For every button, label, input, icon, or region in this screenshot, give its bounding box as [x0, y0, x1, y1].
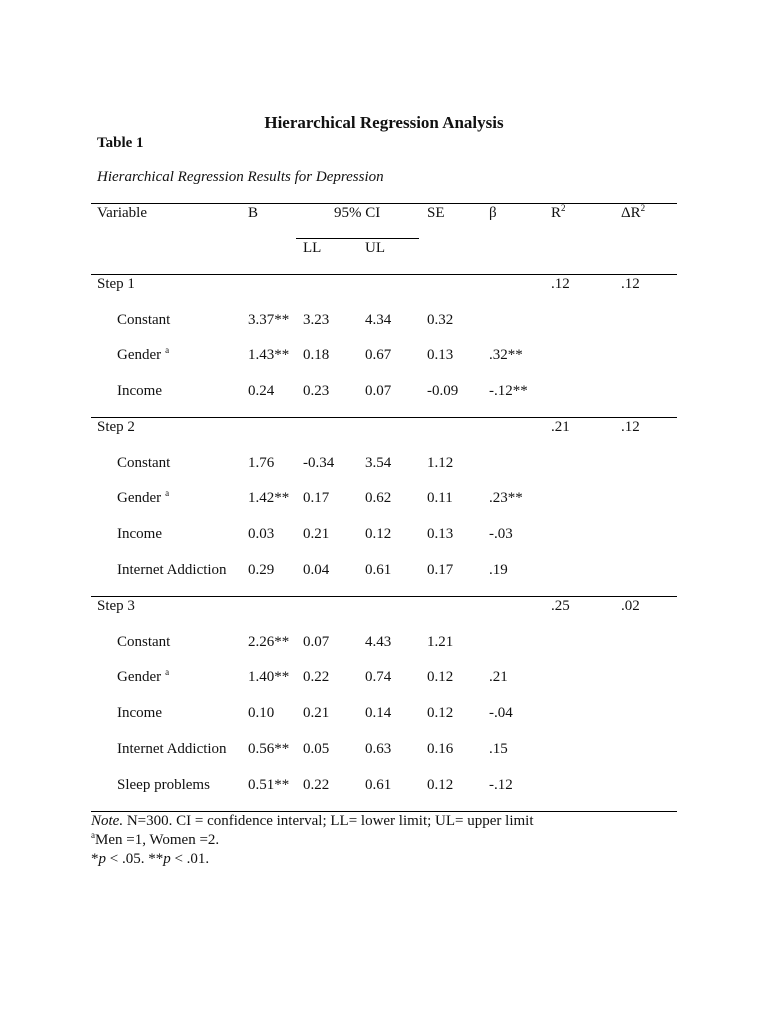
- table-number: Table 1: [97, 135, 144, 151]
- cell-ul: 0.61: [365, 777, 392, 793]
- sig-end: < .01.: [170, 851, 210, 867]
- cell-ul: 4.34: [365, 312, 392, 328]
- cell-se: 0.32: [427, 312, 454, 328]
- cell-ul: 0.62: [365, 490, 392, 506]
- cell-ll: 0.05: [303, 741, 330, 757]
- cell-se: 0.17: [427, 562, 454, 578]
- step-r2: .12: [551, 276, 570, 292]
- cell-se: 1.12: [427, 455, 454, 471]
- cell-se: 0.11: [427, 490, 453, 506]
- cell-se: 0.12: [427, 777, 454, 793]
- cell-b: 0.51**: [248, 777, 290, 793]
- cell-beta: .21: [489, 669, 508, 685]
- significance-note: [91, 850, 534, 869]
- cell-b: 3.37**: [248, 312, 290, 328]
- cell-ul: 0.12: [365, 526, 392, 542]
- sig-p-one: p: [98, 851, 106, 867]
- cell-ul: 0.07: [365, 383, 392, 399]
- variable-name: [97, 561, 227, 579]
- cell-beta: .32**: [489, 347, 523, 363]
- step-label: Step 2: [97, 419, 135, 435]
- cell-beta: .23**: [489, 490, 523, 506]
- cell-b: 1.43**: [248, 347, 290, 363]
- note-line: [91, 812, 534, 831]
- note-text: N=300. CI = confidence interval; LL= lower limit; UL= upper limit: [123, 813, 534, 829]
- variable-superscript: a: [165, 345, 170, 355]
- cell-ll: 0.22: [303, 777, 330, 793]
- sig-p-two: p: [163, 851, 171, 867]
- variable-name: [97, 668, 169, 686]
- variable-name: [97, 382, 162, 400]
- variable-label: Constant: [117, 312, 171, 328]
- gender-footnote: [91, 831, 534, 850]
- cell-ll: 0.17: [303, 490, 330, 506]
- header-ul: UL: [365, 240, 385, 256]
- cell-b: 0.03: [248, 526, 275, 542]
- cell-beta: -.12: [489, 777, 513, 793]
- step-rule: [91, 596, 677, 597]
- document-title: Hierarchical Regression Analysis: [264, 113, 504, 132]
- header-r2-text: R: [551, 205, 562, 221]
- header-r2: [551, 204, 566, 222]
- variable-superscript: a: [165, 667, 170, 677]
- variable-label: Sleep problems: [117, 777, 210, 793]
- cell-ul: 4.43: [365, 634, 392, 650]
- cell-ll: 0.21: [303, 526, 330, 542]
- table-top-rule: [91, 203, 677, 204]
- step-delta-r2: .12: [621, 276, 640, 292]
- cell-beta: -.12**: [489, 383, 528, 399]
- cell-ul: 3.54: [365, 455, 392, 471]
- cell-ll: 0.07: [303, 634, 330, 650]
- cell-b: 1.76: [248, 455, 275, 471]
- cell-b: 1.42**: [248, 490, 290, 506]
- cell-se: 0.12: [427, 705, 454, 721]
- variable-label: Income: [117, 383, 162, 399]
- cell-ll: 0.04: [303, 562, 330, 578]
- cell-b: 2.26**: [248, 634, 290, 650]
- variable-label: Income: [117, 705, 162, 721]
- step-rule: [91, 417, 677, 418]
- variable-name: [97, 740, 227, 758]
- cell-beta: .19: [489, 562, 508, 578]
- table-notes: [91, 812, 534, 869]
- variable-label: Gender: [117, 669, 162, 685]
- cell-ll: 3.23: [303, 312, 330, 328]
- header-beta: β: [489, 205, 497, 221]
- variable-label: Income: [117, 526, 162, 542]
- variable-name: [97, 346, 169, 364]
- cell-ul: 0.61: [365, 562, 392, 578]
- header-ci: 95% CI: [334, 205, 381, 221]
- cell-ll: 0.18: [303, 347, 330, 363]
- note-label: Note.: [91, 813, 124, 829]
- cell-ll: 0.23: [303, 383, 330, 399]
- variable-name: [97, 454, 170, 472]
- cell-se: 0.16: [427, 741, 454, 757]
- cell-b: 0.10: [248, 705, 275, 721]
- sig-middle: < .05. **: [106, 851, 164, 867]
- step-delta-r2: .12: [621, 419, 640, 435]
- cell-b: 0.29: [248, 562, 275, 578]
- variable-superscript: a: [165, 488, 170, 498]
- cell-ll: -0.34: [303, 455, 335, 471]
- cell-se: 1.21: [427, 634, 454, 650]
- cell-beta: .15: [489, 741, 508, 757]
- variable-name: [97, 489, 169, 507]
- cell-se: 0.13: [427, 526, 454, 542]
- variable-name: [97, 311, 170, 329]
- step-label: Step 3: [97, 598, 135, 614]
- step-r2: .21: [551, 419, 570, 435]
- footnote-text: Men =1, Women =2.: [95, 832, 220, 848]
- footnote-superscript: a: [91, 830, 95, 840]
- variable-label: Gender: [117, 490, 162, 506]
- header-delta-r2: [621, 204, 645, 222]
- variable-label: Constant: [117, 634, 171, 650]
- header-ll: LL: [303, 240, 322, 256]
- variable-label: Gender: [117, 347, 162, 363]
- cell-se: 0.12: [427, 669, 454, 685]
- variable-label: Internet Addiction: [117, 741, 227, 757]
- cell-ll: 0.22: [303, 669, 330, 685]
- cell-b: 0.24: [248, 383, 275, 399]
- cell-b: 0.56**: [248, 741, 290, 757]
- header-b: B: [248, 205, 259, 221]
- header-delta-r2-text: ΔR: [621, 205, 641, 221]
- header-r2-sup: 2: [561, 203, 566, 213]
- variable-label: Constant: [117, 455, 171, 471]
- cell-se: 0.13: [427, 347, 454, 363]
- cell-ul: 0.74: [365, 669, 392, 685]
- cell-ul: 0.67: [365, 347, 392, 363]
- sig-star: *: [91, 851, 99, 867]
- cell-beta: -.03: [489, 526, 513, 542]
- cell-b: 1.40**: [248, 669, 290, 685]
- cell-beta: -.04: [489, 705, 513, 721]
- cell-se: -0.09: [427, 383, 459, 399]
- step-rule: [91, 274, 677, 275]
- table-caption: Hierarchical Regression Results for Depression: [97, 169, 384, 185]
- header-variable: Variable: [97, 205, 147, 221]
- variable-name: [97, 704, 162, 722]
- variable-name: [97, 633, 170, 651]
- step-delta-r2: .02: [621, 598, 640, 614]
- header-se: SE: [427, 205, 445, 221]
- step-r2: .25: [551, 598, 570, 614]
- variable-name: [97, 525, 162, 543]
- header-delta-r2-sup: 2: [640, 203, 646, 213]
- cell-ul: 0.14: [365, 705, 392, 721]
- variable-name: [97, 776, 210, 794]
- cell-ul: 0.63: [365, 741, 392, 757]
- cell-ll: 0.21: [303, 705, 330, 721]
- variable-label: Internet Addiction: [117, 562, 227, 578]
- step-label: Step 1: [97, 276, 135, 292]
